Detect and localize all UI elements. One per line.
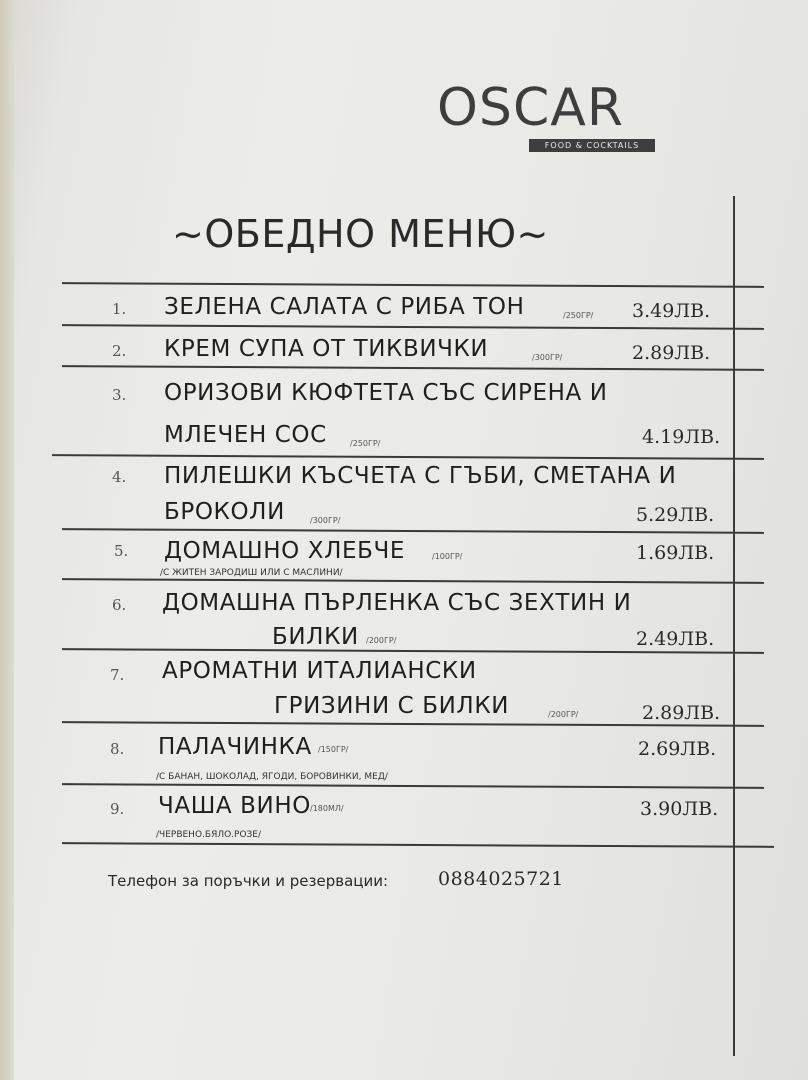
item-number: 3. (112, 386, 127, 404)
item-weight: /180МЛ/ (310, 804, 344, 813)
item-number: 2. (112, 342, 127, 360)
item-number: 9. (110, 800, 125, 818)
item-price: 5.29ЛВ. (636, 504, 715, 526)
item-name: ПАЛАЧИНКА (158, 734, 312, 760)
rule-5 (62, 578, 764, 584)
item-number: 8. (110, 740, 125, 758)
phone-number: 0884025721 (438, 868, 564, 890)
item-weight: /300ГР/ (310, 516, 341, 525)
item-name: ДОМАШНО ХЛЕБЧЕ (164, 538, 406, 564)
rule-1 (62, 324, 764, 330)
rule-4 (62, 528, 764, 534)
item-number: 6. (112, 596, 127, 614)
item-weight: /200ГР/ (366, 636, 397, 645)
item-name: ПИЛЕШКИ КЪСЧЕТА С ГЪБИ, СМЕТАНА И (164, 463, 677, 489)
item-note: /С БАНАН, ШОКОЛАД, ЯГОДИ, БОРОВИНКИ, МЕД/ (156, 772, 388, 782)
item-number: 7. (110, 666, 125, 684)
logo-word: OSCAR (437, 78, 624, 138)
item-name-line2: БРОКОЛИ (164, 499, 285, 525)
item-number: 5. (114, 542, 129, 560)
item-name: ОРИЗОВИ КЮФТЕТА СЪС СИРЕНА И (164, 380, 608, 406)
rule-8 (62, 783, 764, 789)
item-name: ЧАША ВИНО (158, 793, 311, 819)
rule-top (62, 282, 764, 288)
page-edge (0, 0, 14, 1080)
item-weight: /100ГР/ (432, 552, 463, 561)
item-price: 3.90ЛВ. (640, 798, 719, 820)
item-price: 4.19ЛВ. (642, 426, 721, 448)
item-name: КРЕМ СУПА ОТ ТИКВИЧКИ (164, 336, 489, 362)
item-number: 1. (112, 300, 127, 318)
item-name-line2: БИЛКИ (272, 624, 359, 650)
phone-label: Телефон за поръчки и резервации: (108, 872, 389, 890)
item-name: АРОМАТНИ ИТАЛИАНСКИ (162, 658, 477, 684)
item-weight: /300ГР/ (532, 353, 563, 362)
item-number: 4. (112, 468, 127, 486)
oscar-logo (437, 78, 659, 150)
item-weight: /150ГР/ (318, 745, 349, 754)
item-name-line2: МЛЕЧЕН СОС (164, 422, 327, 448)
item-weight: /250ГР/ (350, 439, 381, 448)
item-name: ДОМАШНА ПЪРЛЕНКА СЪС ЗЕХТИН И (162, 590, 632, 616)
menu-title: ~ОБЕДНО МЕНЮ~ (172, 212, 549, 256)
item-weight: /250ГР/ (563, 311, 594, 320)
item-note: /С ЖИТЕН ЗАРОДИШ ИЛИ С МАСЛИНИ/ (160, 568, 343, 578)
item-weight: /200ГР/ (548, 710, 579, 719)
rule-3 (52, 454, 764, 460)
item-price: 2.89ЛВ. (632, 342, 711, 364)
rule-2 (62, 365, 764, 371)
rule-bottom (62, 842, 774, 848)
item-name: ЗЕЛЕНА САЛАТА С РИБА ТОН (164, 294, 525, 320)
item-name-line2: ГРИЗИНИ С БИЛКИ (274, 693, 510, 719)
vertical-rule (733, 196, 735, 1056)
item-price: 2.49ЛВ. (636, 628, 715, 650)
logo-tagline: FOOD & COCKTAILS (529, 139, 655, 152)
item-price: 2.69ЛВ. (638, 738, 717, 760)
item-price: 3.49ЛВ. (632, 300, 711, 322)
item-note: /ЧЕРВЕНО.БЯЛО.РОЗЕ/ (156, 830, 262, 840)
item-price: 1.69ЛВ. (636, 542, 715, 564)
item-price: 2.89ЛВ. (642, 702, 721, 724)
